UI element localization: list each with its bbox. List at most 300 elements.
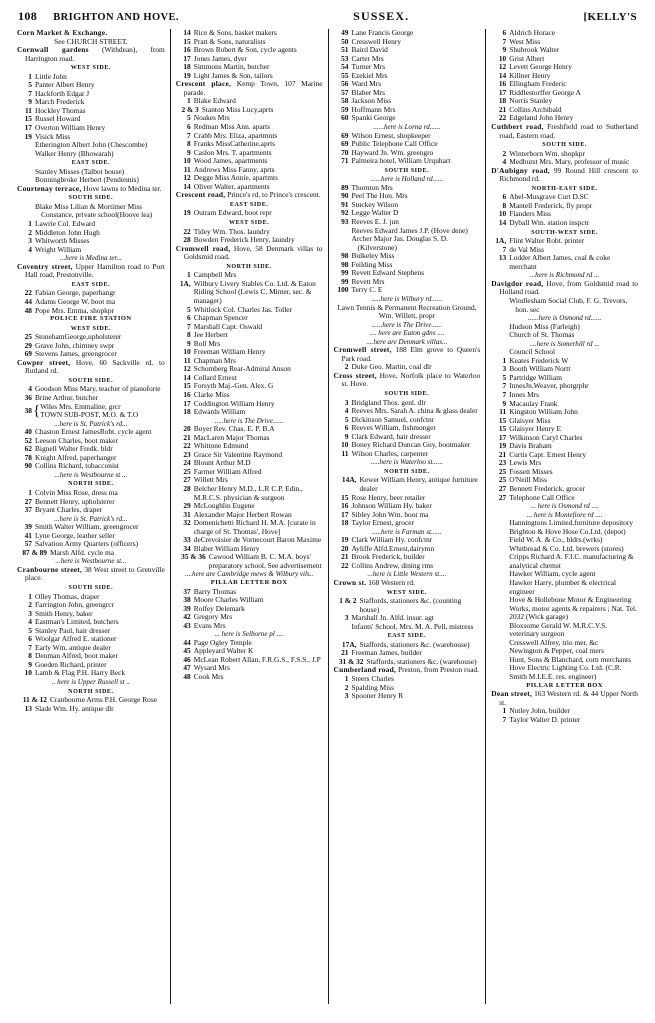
entry-block-cranbourne-street xyxy=(17,566,165,713)
house-number: 12 xyxy=(183,364,191,374)
house-number: 100 xyxy=(337,285,349,295)
entry-block-dean-street xyxy=(491,690,638,724)
house-number: 10 xyxy=(341,440,349,450)
house-number: 1 xyxy=(187,270,191,280)
street-heading: Crescent place, Kemp Town, 107 Marine parade. xyxy=(175,79,323,97)
list-item: Field W. A. & Co., bldrs.(wrks) xyxy=(509,535,603,545)
resident-name: Reeves Mrs. Sarah A. china & glass dealer xyxy=(351,406,478,416)
house-number: 69 xyxy=(341,139,349,149)
house-number: 14A, xyxy=(341,475,357,485)
resident-name: Boney Richard Duncan Guy, bootmaker xyxy=(351,440,471,450)
resident-name: Early Wm. antique dealer xyxy=(35,642,111,652)
resident-name: StonehamGeorge,upholsterer xyxy=(35,332,122,342)
house-number: 1 xyxy=(187,96,191,106)
resident-name: Franks MissCatherine,aprts xyxy=(193,139,276,149)
entry-list xyxy=(176,228,323,245)
house-number: 9 xyxy=(28,97,32,107)
resident-name: West Miss xyxy=(509,36,541,46)
resident-name: Wysard Mrs xyxy=(193,663,231,673)
resident-name: Grace Sir Valentine Raymond xyxy=(193,449,283,459)
house-number: 48 xyxy=(24,305,32,315)
resident-name: Walker Henry (Bhowarah) xyxy=(35,148,114,158)
resident-name: Knight Alfred, paperhanger xyxy=(35,452,117,462)
house-number: 4 xyxy=(344,406,349,416)
resident-name: Flanders Miss xyxy=(509,209,551,219)
house-number: 9 xyxy=(502,45,507,55)
directory-entry xyxy=(17,307,165,316)
entry-block-crescent-road xyxy=(176,191,323,244)
resident-name: Clark William Hy. confctnr xyxy=(351,535,433,545)
resident-name: Chapman Spencer xyxy=(193,313,248,323)
resident-name: Staffords, stationers &c. (counting house) xyxy=(359,596,462,614)
entry-list xyxy=(176,271,323,416)
resident-name: Smith Walter William, greengrocer xyxy=(35,522,139,532)
resident-name: O'Neill Miss xyxy=(509,475,547,485)
house-number: 45 xyxy=(183,646,191,656)
house-number: 42 xyxy=(183,612,191,622)
list-item: Newington & Pepper, coal mers xyxy=(509,646,604,656)
resident-name: Partridge William xyxy=(509,372,562,382)
entry-block-coventry-street xyxy=(17,263,165,359)
entry-block-courtenay-terrace xyxy=(17,185,165,263)
resident-name: Slade Wm. Hy. antique dlr xyxy=(35,703,114,713)
house-number: 8 xyxy=(28,651,32,661)
entry-block-cromwell-street xyxy=(334,346,481,372)
side-label: SOUTH SIDE. xyxy=(68,377,114,384)
lawn-tennis-entry: Lawn Tennis & Permanent Recreation Ground, Wm. Willett, propr xyxy=(337,302,477,321)
directory-entry xyxy=(334,692,481,701)
house-number: 21 xyxy=(341,648,349,658)
house-number: 15 xyxy=(183,36,191,46)
resident-name: Stanley Misses (Talbot house) xyxy=(35,166,125,176)
pillar-letter-box-label: PILLAR LETTER BOX xyxy=(210,579,288,586)
here-note: ....here are Denmark villas... xyxy=(366,337,448,346)
here-note: ....here is Somerhill rd ... xyxy=(529,339,600,348)
resident-name: Lawrie Col. Edward xyxy=(35,219,96,229)
side-label: WEST SIDE. xyxy=(386,589,428,596)
house-number: 11 xyxy=(25,105,32,115)
resident-name: Levett George Henry xyxy=(509,62,572,72)
directory-entry xyxy=(176,673,323,682)
house-number: 37 xyxy=(183,586,191,596)
entry-list xyxy=(334,476,481,527)
running-head-center: SUSSEX. xyxy=(353,9,410,23)
resident-name: Colvin Miss Rose, dress ma xyxy=(35,487,118,497)
braced-entry-list xyxy=(40,403,165,420)
resident-name: Sibley John Wm. boot ma xyxy=(351,509,429,519)
entry-list xyxy=(17,203,165,254)
resident-name: Bowden Frederick Henry, laundry xyxy=(193,235,295,245)
house-number: 27 xyxy=(24,496,32,506)
resident-name: Alexander Major Herbert Rowan xyxy=(193,509,292,519)
resident-name: Stanley Paul, hair dresser xyxy=(35,625,111,635)
entry-list xyxy=(491,323,638,340)
list-item: Hawker William, cycle agent xyxy=(509,569,596,579)
here-note: ...here is Westbourne st... xyxy=(55,557,127,566)
resident-name: Mantell Frederick, fly propr xyxy=(509,200,593,210)
house-number: 38 xyxy=(183,595,191,605)
directory-entry xyxy=(334,623,481,632)
house-number: 39 xyxy=(24,522,32,532)
resident-name: Overton William Henry xyxy=(35,123,106,133)
house-number: 5 xyxy=(28,80,32,90)
resident-name: Caslon Mrs. T. apartments xyxy=(193,147,272,157)
house-number: 3 xyxy=(344,397,349,407)
house-number: 27 xyxy=(183,475,191,485)
list-item: TOWN SUB-POST, M.O. & T.O xyxy=(40,410,139,420)
police-fire-station-label: POLICE FIRE STATION xyxy=(50,315,132,323)
list-item: Cripps Richard A. F.I.C. manufacturing & analytical chemst xyxy=(509,552,634,570)
column-2 xyxy=(170,29,328,1004)
house-number: 60 xyxy=(341,113,349,123)
resident-name: Steers Charles xyxy=(351,674,394,684)
list-item: Wiles Mrs. Emmaline, grcr xyxy=(40,401,121,411)
house-number: 14 xyxy=(183,181,191,191)
resident-name: Blaber Mrs xyxy=(351,87,385,97)
house-number: 14 xyxy=(183,28,191,37)
resident-name: de Val Miss xyxy=(509,244,545,254)
directory-entry xyxy=(176,622,323,631)
house-number: 5 xyxy=(187,113,191,123)
house-number: 18 xyxy=(498,96,507,106)
directory-entry xyxy=(334,450,481,459)
resident-name: Evans Mrs xyxy=(193,620,226,630)
resident-name: Crabb Mrs. Eliza, apartmnts xyxy=(193,130,278,140)
here-note: ... here is Selborne pl .... xyxy=(214,630,284,639)
house-number: 8 xyxy=(187,330,191,340)
house-number: 49 xyxy=(341,28,349,37)
resident-name: Stanton Miss Lucy,aprts xyxy=(201,104,274,114)
resident-name: Little John xyxy=(35,71,67,81)
resident-name: Spooner Henry R xyxy=(351,691,404,701)
house-number: 41 xyxy=(24,530,32,540)
entry-list xyxy=(17,73,165,158)
resident-name: Adams George W. boot ma xyxy=(35,296,116,306)
column-3 xyxy=(328,29,486,1004)
house-number: 4 xyxy=(28,244,32,254)
resident-name: Ayliffe Alfd.Ernest,dairymn xyxy=(351,543,435,553)
here-note: ....here are Cambridge mews & Wilbury vils.. xyxy=(184,570,314,579)
house-number: 9 xyxy=(344,431,349,441)
house-number: 99 xyxy=(341,276,349,286)
house-number: 14 xyxy=(498,218,507,228)
resident-name: Fabian George, paperhangr xyxy=(35,288,116,298)
entry-list xyxy=(491,707,638,724)
entry-block-cross-street xyxy=(334,372,481,579)
house-number: 29 xyxy=(183,501,191,511)
house-number: 8 xyxy=(187,139,191,149)
house-number: 70 xyxy=(341,147,349,157)
directory-entry xyxy=(17,549,165,558)
street-heading: Coventry street, Upper Hamilton road to Port Hall road, Prestonville. xyxy=(17,261,165,280)
house-number: 31 xyxy=(183,509,191,519)
house-number: 1 & 2 xyxy=(339,596,357,606)
resident-name: Etherington Albert John (Chescombe) xyxy=(35,140,148,150)
resident-name: Panter Albert Henry xyxy=(35,80,95,90)
house-number: 11 & 12 xyxy=(22,695,47,705)
entry-list xyxy=(176,97,323,191)
house-number: 9 xyxy=(187,338,191,348)
entry-list xyxy=(334,641,481,667)
column-1 xyxy=(12,29,170,1004)
resident-name: Brook Frederick, builder xyxy=(351,552,425,562)
resident-name: Goodson Miss Mary, teacher of pianoforte xyxy=(35,384,161,394)
house-number: 8 xyxy=(502,200,507,210)
resident-name: Johnson William Hy. baker xyxy=(351,501,432,511)
resident-name: Church of St. Thomas xyxy=(509,330,575,340)
resident-name: Archer Major Jas. Douglas S. D. (Kilverstone) xyxy=(351,234,448,252)
house-number: 22 xyxy=(498,113,507,123)
house-number: 2 xyxy=(28,600,32,610)
entry-list xyxy=(334,132,481,166)
entry-list xyxy=(17,593,165,678)
side-label: SOUTH-WEST SIDE. xyxy=(531,229,599,236)
resident-name: Freeman William Henry xyxy=(193,347,266,357)
street-heading: Davigdor road, Hove, from Goldsmid road to Holland road. xyxy=(491,278,638,297)
entry-block-cuthbert-road xyxy=(491,123,638,167)
running-head-left: BRIGHTON AND HOVE. xyxy=(53,12,179,23)
list-item: Hawker Harry, plumber & electrical engineer xyxy=(509,578,617,596)
house-number: 17 xyxy=(24,123,32,133)
house-number: 3 xyxy=(28,236,32,246)
house-number: 51 xyxy=(341,45,349,55)
resident-name: Noakes Mrs xyxy=(193,113,230,123)
resident-name: Blake Miss Lilian & Mortimer Miss Constance, private school(Hoove lea) xyxy=(35,201,153,220)
house-number: 1 xyxy=(344,674,349,684)
list-item: Whitbread & Co. Ltd. brewers (stores) xyxy=(509,543,624,553)
resident-name: Abel-Musgrave Curt D.SC xyxy=(509,192,589,202)
resident-name: MacLaren Major Thomas xyxy=(193,432,270,442)
house-number: 1 xyxy=(28,219,32,229)
directory-entry xyxy=(176,519,323,536)
house-number: 11 xyxy=(183,355,191,365)
house-number: 22 xyxy=(24,288,32,298)
entry-list xyxy=(176,588,323,631)
list-item: Hunt, Sons & Blanchard, corn merchants xyxy=(509,654,631,664)
resident-name: Ellingham Frederic xyxy=(509,79,567,89)
resident-name: March Frederick xyxy=(35,97,85,107)
house-number: 32 xyxy=(183,518,191,528)
house-number: 16 xyxy=(183,45,191,55)
house-number: 98 xyxy=(341,251,349,261)
resident-name: Stuckey Wilson xyxy=(351,199,399,209)
house-number: 7 xyxy=(502,389,507,399)
resident-name: Taylor Ernest, grocer xyxy=(351,518,414,528)
running-head xyxy=(18,9,637,24)
entry-list xyxy=(491,150,638,167)
resident-name: Palmeira hotel, William Urquhart xyxy=(351,156,451,166)
resident-name: Glaisyer Miss xyxy=(509,415,551,425)
street-heading: Dean street, 163 Western rd. & 44 Upper North st. xyxy=(491,689,638,707)
house-number: 5 xyxy=(344,414,349,424)
resident-name: Coddington William Henry xyxy=(193,398,275,408)
resident-name: Page Ogley Temple xyxy=(193,637,252,647)
directory-entry xyxy=(17,203,165,220)
resident-name: Chaston Ernest JamesRobt. cycle agent xyxy=(35,427,152,437)
entry-list xyxy=(491,297,638,314)
resident-name: Whitlock Col. Charles Jas. Toller xyxy=(193,304,293,314)
resident-name: Hoffmann Mrs xyxy=(351,104,396,114)
house-number: 3 xyxy=(344,613,349,623)
resident-name: Peel The Hon. Mrs xyxy=(351,191,408,201)
here-note: .... here are Eaton gdns .... xyxy=(369,329,445,338)
house-number: 15 xyxy=(24,114,32,124)
resident-name: Goeden Richard, printer xyxy=(35,659,107,669)
house-number: 92 xyxy=(341,208,349,218)
side-label: SOUTH SIDE. xyxy=(384,167,430,174)
directory-entry xyxy=(176,553,323,570)
house-number: 10 xyxy=(498,53,507,63)
entry-list-continued xyxy=(491,29,638,123)
house-number: 11 xyxy=(183,164,191,174)
resident-name: Thornton Mrs xyxy=(351,182,393,192)
resident-name: Cook Mrs xyxy=(193,672,224,682)
resident-name: Smith Henry, baker xyxy=(35,608,93,618)
house-number: 25 xyxy=(498,466,507,476)
entry-list xyxy=(17,696,165,713)
resident-name: Taylor Walter D. printer xyxy=(509,714,581,724)
resident-name: Windlesham Social Club, F. G. Trevors, hon. sec xyxy=(509,295,628,314)
resident-name: Lyne George, leather seller xyxy=(35,530,115,540)
resident-name: Blount Arthur M.D xyxy=(193,458,251,468)
entry-list-continued xyxy=(176,29,323,80)
column-4 xyxy=(485,29,643,1004)
here-note: ...here is St. Patrick's rd... xyxy=(54,514,128,523)
resident-name: Outram Edward, boot repr xyxy=(193,208,272,218)
resident-name: Carter Mrs xyxy=(351,53,384,63)
resident-name: Killner Henry xyxy=(509,70,551,80)
resident-name: Andrews Miss Fanny, aprts xyxy=(193,164,275,174)
entry-list xyxy=(17,333,165,359)
house-number: 57 xyxy=(341,87,349,97)
braced-entry xyxy=(17,403,165,420)
house-number: 38 xyxy=(24,405,32,415)
resident-name: Fossett Misses xyxy=(509,466,553,476)
house-number: 15 xyxy=(183,381,191,391)
resident-name: Woolgar Alfred E. stationer xyxy=(35,634,117,644)
resident-name: Whitworth Misses xyxy=(35,236,90,246)
house-number: 59 xyxy=(341,104,349,114)
house-number: 19 xyxy=(24,131,32,141)
here-note: ... here is Montefiore rd .... xyxy=(526,510,603,519)
directory-entry xyxy=(491,254,638,271)
resident-name: Appleyard Walter K xyxy=(193,646,254,656)
here-note: ...here is Richmond rd ... xyxy=(529,271,600,280)
house-number: 13 xyxy=(498,253,507,263)
list-item: Brighton & Hove Hose Co.Ltd. (depot) xyxy=(509,526,626,536)
house-number: 23 xyxy=(183,449,191,459)
house-number: 1 xyxy=(502,355,507,365)
entry-block-cromwell-road xyxy=(176,245,323,682)
resident-name: Rose Henry, beer retailer xyxy=(351,492,426,502)
house-number: 17A, xyxy=(341,639,357,649)
resident-name: Glaisyer Henry E xyxy=(509,424,561,434)
resident-name: Macaulay Frank xyxy=(509,398,558,408)
resident-name: Baird David xyxy=(351,45,388,55)
entry-block-daubigny-road xyxy=(491,167,638,280)
entry-list xyxy=(334,399,481,459)
resident-name: Revett Mrs xyxy=(351,276,385,286)
house-number: 25 xyxy=(498,475,507,485)
side-label: NORTH SIDE. xyxy=(384,468,430,475)
house-number: 18 xyxy=(183,62,191,72)
side-label: NORTH-EAST SIDE. xyxy=(531,185,598,192)
resident-name: Ezekiel Mrs xyxy=(351,70,388,80)
resident-name: Dyball Wm. station inspctr xyxy=(509,218,590,228)
resident-name: Pratt & Sons, naturalists xyxy=(193,36,266,46)
house-number: 22 xyxy=(183,226,191,236)
house-number: 93 xyxy=(341,217,349,227)
resident-name: Bonningbroke Herbert (Pendennis) xyxy=(35,175,139,185)
house-number: 19 xyxy=(341,535,349,545)
resident-name: Hackforth Edgar J xyxy=(35,88,90,98)
resident-name: Reeves Edward James J.P. (Hove dene) xyxy=(351,225,468,235)
resident-name: Leeson Charles, boot maker xyxy=(35,435,118,445)
house-number: 56 xyxy=(341,79,349,89)
directory-entry xyxy=(176,280,323,306)
directory-entry xyxy=(334,286,481,295)
resident-name: Degge Miss Annie, apartmts xyxy=(193,173,278,183)
house-number: 55 xyxy=(341,70,349,80)
resident-name: Lodder Albert James, coal & coke merchant xyxy=(509,253,611,271)
house-number: 78 xyxy=(24,452,32,462)
list-item: Bloxsome Gerald W. M.R.C.V.S. veterinary surgeon xyxy=(509,620,608,639)
resident-name: deCrevoisier de Vornecourt Baron Maxime xyxy=(193,535,322,545)
house-number: 22 xyxy=(341,560,349,570)
resident-name: Legge Walter D xyxy=(351,208,399,218)
street-heading: Corn Market & Exchange. xyxy=(17,28,108,37)
resident-name: Barry Thomas xyxy=(193,586,237,596)
house-number: 98 xyxy=(341,259,349,269)
resident-name: Revett Edward Stephens xyxy=(351,268,425,278)
resident-name: Marsh Alfd. cycle ma xyxy=(50,547,115,557)
directory-entry xyxy=(491,716,638,725)
house-number: 7 xyxy=(502,244,507,254)
house-number: 10 xyxy=(183,347,191,357)
here-note: ... here is Osmond rd .... xyxy=(530,502,599,511)
house-number: 6 xyxy=(187,313,191,323)
resident-name: Moore Charles William xyxy=(193,595,264,605)
directory-entry xyxy=(334,157,481,166)
house-number: 10 xyxy=(24,668,32,678)
resident-name: Collins Andrew, dining rms xyxy=(351,560,434,570)
resident-name: Duke Geo. Martin, coal dlr xyxy=(351,362,432,372)
entry-list-continued xyxy=(334,29,481,123)
resident-name: Reeves William, fishmonger xyxy=(351,423,436,433)
house-number: 69 xyxy=(341,130,349,140)
resident-name: McLoughlin Eugene xyxy=(193,501,255,511)
house-number: 44 xyxy=(183,637,191,647)
here-note: .....here is Farman st...... xyxy=(372,527,442,536)
house-number: 20 xyxy=(183,424,191,434)
resident-name: Wilbury Livery Stables Co. Ltd. & Eaton Riding School (Lewis C. Minter, sec. & manager) xyxy=(193,278,316,305)
entry-list xyxy=(334,675,481,701)
house-number: 16 xyxy=(183,389,191,399)
house-number: 62 xyxy=(24,444,32,454)
house-number: 17 xyxy=(498,87,507,97)
resident-name: Forsyth Maj.-Gen. Alex. G xyxy=(193,381,274,391)
resident-name: Salvation Army Quarters (officers) xyxy=(35,539,139,549)
house-number: 40 xyxy=(24,427,32,437)
house-number: 35 & 36 xyxy=(181,552,206,562)
house-number: 18 xyxy=(183,407,191,417)
resident-name: Spalding Miss xyxy=(351,682,395,692)
house-number: 9 xyxy=(28,659,32,669)
resident-name: Bignell Walter Fredk. bldr xyxy=(35,444,113,454)
house-number: 33 xyxy=(183,535,191,545)
resident-name: Flint Walter Robt. printer xyxy=(509,236,585,246)
house-number: 21 xyxy=(498,449,507,459)
